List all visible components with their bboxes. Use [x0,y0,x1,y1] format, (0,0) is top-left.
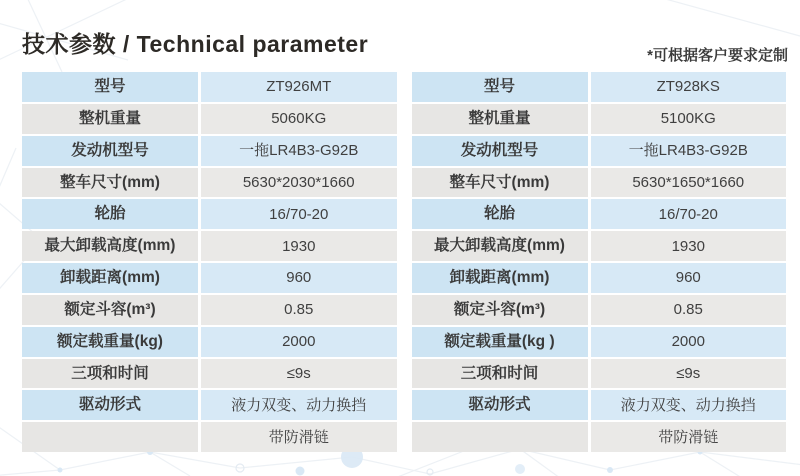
spec-label-cell: 最大卸载高度(mm) [22,231,198,261]
spec-label-cell: 额定载重量(kg) [22,327,198,357]
spec-value-cell: 液力双变、动力换挡 [591,390,787,420]
spec-label-cell: 发动机型号 [412,136,588,166]
spec-label-cell: 轮胎 [22,199,198,229]
spec-label-cell: 三项和时间 [412,359,588,389]
spec-label-cell: 驱动形式 [412,390,588,420]
spec-label-cell: 卸载距离(mm) [412,263,588,293]
spec-value-cell: 5060KG [201,104,397,134]
spec-label-cell: 整车尺寸(mm) [22,168,198,198]
spec-tables [22,72,786,452]
spec-value-cell: 2000 [591,327,787,357]
spec-value-cell: 2000 [201,327,397,357]
spec-table-zt928ks [412,72,787,452]
spec-label-cell: 型号 [412,72,588,102]
spec-label-cell: 驱动形式 [22,390,198,420]
spec-value-cell: 0.85 [591,295,787,325]
spec-label-cell: 整机重量 [22,104,198,134]
spec-label-cell: 卸载距离(mm) [22,263,198,293]
spec-label-cell: 轮胎 [412,199,588,229]
spec-value-cell: ≤9s [201,359,397,389]
page-title: 技术参数 / Technical parameter [22,31,369,57]
spec-value-cell: 960 [591,263,787,293]
spec-label-cell [22,422,198,452]
spec-value-cell: 一拖LR4B3-G92B [591,136,787,166]
spec-value-cell: 一拖LR4B3-G92B [201,136,397,166]
spec-label-cell: 三项和时间 [22,359,198,389]
spec-value-cell: 5100KG [591,104,787,134]
spec-value-cell: 带防滑链 [591,422,787,452]
spec-value-cell: ≤9s [591,359,787,389]
spec-value-cell: ZT926MT [201,72,397,102]
spec-value-cell: 0.85 [201,295,397,325]
spec-value-cell: 5630*2030*1660 [201,168,397,198]
spec-value-cell: 液力双变、动力换挡 [201,390,397,420]
spec-label-cell: 额定载重量(kg ) [412,327,588,357]
spec-value-cell: 1930 [591,231,787,261]
spec-value-cell: 16/70-20 [591,199,787,229]
spec-value-cell: ZT928KS [591,72,787,102]
spec-label-cell: 发动机型号 [22,136,198,166]
spec-label-cell: 型号 [22,72,198,102]
customization-note: *可根据客户要求定制 [647,47,788,64]
spec-value-cell: 5630*1650*1660 [591,168,787,198]
spec-label-cell: 整机重量 [412,104,588,134]
spec-label-cell [412,422,588,452]
spec-label-cell: 额定斗容(m³) [22,295,198,325]
spec-value-cell: 1930 [201,231,397,261]
spec-label-cell: 最大卸载高度(mm) [412,231,588,261]
spec-table-zt926mt [22,72,397,452]
spec-label-cell: 额定斗容(m³) [412,295,588,325]
spec-value-cell: 960 [201,263,397,293]
spec-value-cell: 带防滑链 [201,422,397,452]
spec-label-cell: 整车尺寸(mm) [412,168,588,198]
spec-value-cell: 16/70-20 [201,199,397,229]
